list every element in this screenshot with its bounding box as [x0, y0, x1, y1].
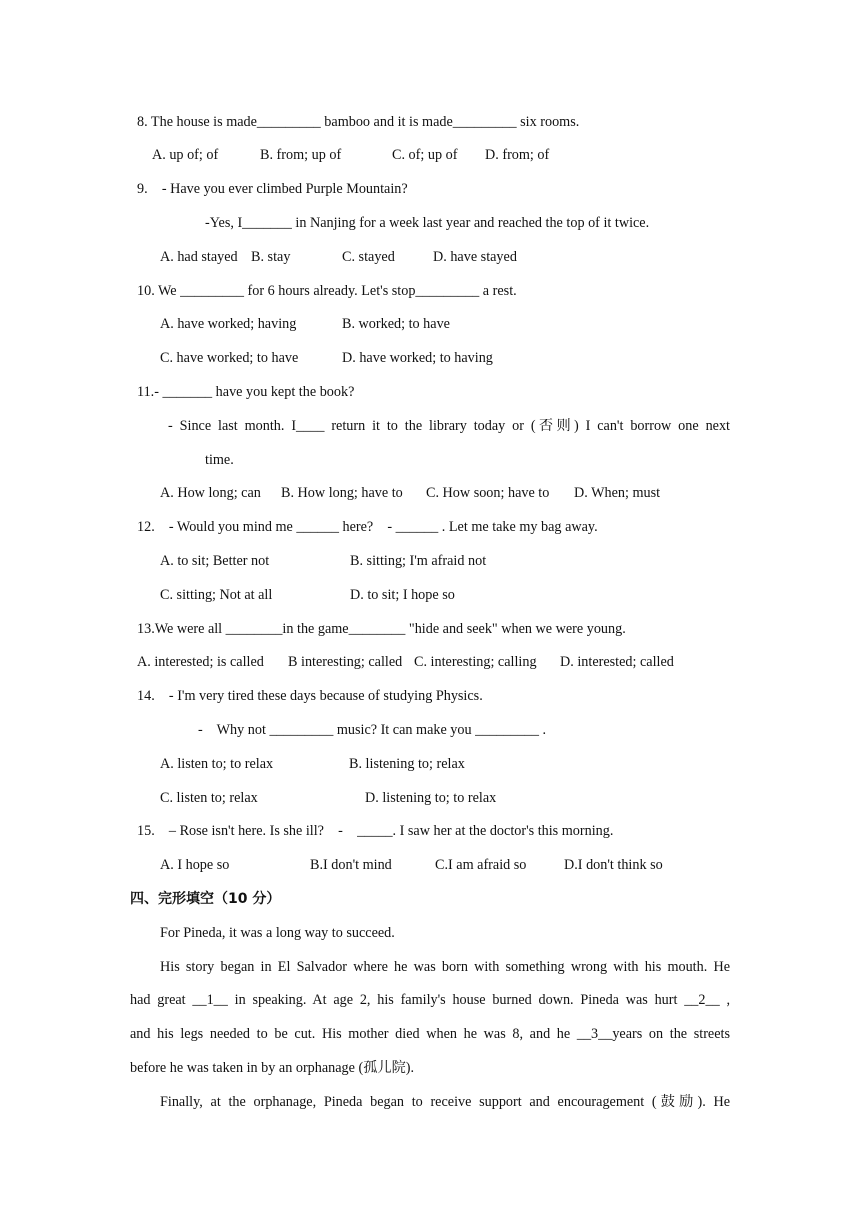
q9-option-c: C. stayed — [342, 249, 395, 265]
q9-options — [160, 247, 760, 267]
q14-options-row2 — [160, 788, 760, 808]
q14-option-c: C. listen to; relax — [160, 790, 258, 806]
passage-paragraph-3-line-1: Finally, at the orphanage, Pineda began to receive support and encouragement (鼓励). He — [160, 1094, 730, 1110]
q14-option-d: D. listening to; to relax — [365, 790, 497, 806]
q14-stem: 14. - I'm very tired these days because of studying Physics. — [137, 688, 483, 704]
passage-paragraph-2-line-2: had great __1__ in speaking. At age 2, his family's house burned down. Pineda was hurt __2__ , — [130, 992, 730, 1008]
q12-option-d: D. to sit; I hope so — [350, 587, 455, 603]
q10-options-row1 — [160, 314, 760, 334]
passage-paragraph-1: For Pineda, it was a long way to succeed. — [160, 925, 395, 941]
q14-reply: - Why not _________ music? It can make you _________ . — [198, 722, 547, 738]
q11-option-b: B. How long; have to — [281, 485, 403, 501]
q10-options-row2 — [160, 348, 760, 368]
q10-stem: 10. We _________ for 6 hours already. Let's stop_________ a rest. — [137, 283, 517, 299]
q11-option-d: D. When; must — [574, 485, 661, 501]
q15-option-c: C.I am afraid so — [435, 857, 527, 873]
q15-options — [160, 855, 760, 875]
q10-option-c: C. have worked; to have — [160, 350, 299, 366]
q15-stem: 15. – Rose isn't here. Is she ill? - _____. I saw her at the doctor's this morning. — [137, 823, 614, 839]
q8-option-b: B. from; up of — [260, 147, 342, 163]
q12-options-row2 — [160, 585, 760, 605]
q8-option-d: D. from; of — [485, 147, 550, 163]
q13-option-d: D. interested; called — [560, 654, 674, 670]
q8-options — [152, 145, 752, 165]
q12-stem: 12. - Would you mind me ______ here? - ______ . Let me take my bag away. — [137, 519, 598, 535]
q11-reply: - Since last month. I____ return it to the library today or (否则) I can't borrow one next — [168, 418, 730, 434]
q12-option-a: A. to sit; Better not — [160, 553, 270, 569]
q9-reply: -Yes, I_______ in Nanjing for a week last year and reached the top of it twice. — [205, 215, 650, 231]
q14-option-b: B. listening to; relax — [349, 756, 465, 772]
q14-options-row1 — [160, 754, 760, 774]
q9-option-b: B. stay — [251, 249, 291, 265]
q9-option-a: A. had stayed — [160, 249, 238, 265]
q8-stem: 8. The house is made_________ bamboo and it is made_________ six rooms. — [137, 114, 580, 130]
q9-option-d: D. have stayed — [433, 249, 517, 265]
q12-option-c: C. sitting; Not at all — [160, 587, 273, 603]
q12-option-b: B. sitting; I'm afraid not — [350, 553, 487, 569]
q10-option-b: B. worked; to have — [342, 316, 450, 332]
q10-option-a: A. have worked; having — [160, 316, 297, 332]
q13-option-c: C. interesting; calling — [414, 654, 537, 670]
q11-option-a: A. How long; can — [160, 485, 261, 501]
q13-option-a: A. interested; is called — [137, 654, 264, 670]
q10-option-d: D. have worked; to having — [342, 350, 493, 366]
q11-option-c: C. How soon; have to — [426, 485, 550, 501]
q12-options-row1 — [160, 551, 760, 571]
q9-stem: 9. - Have you ever climbed Purple Mountain? — [137, 181, 408, 197]
q15-option-b: B.I don't mind — [310, 857, 392, 873]
section-heading: 四、完形填空（10 分） — [130, 891, 281, 907]
q13-options — [137, 652, 757, 672]
q8-option-a: A. up of; of — [152, 147, 219, 163]
q8-option-c: C. of; up of — [392, 147, 458, 163]
q13-option-b: B interesting; called — [288, 654, 403, 670]
q14-option-a: A. listen to; to relax — [160, 756, 274, 772]
q11-reply-cont: time. — [205, 452, 234, 468]
q13-stem: 13.We were all ________in the game________ "hide and seek" when we were young. — [137, 621, 626, 637]
q15-option-d: D.I don't think so — [564, 857, 663, 873]
q11-stem: 11.- _______ have you kept the book? — [137, 384, 355, 400]
passage-paragraph-2-line-4: before he was taken in by an orphanage (孤儿院). — [130, 1060, 415, 1076]
passage-paragraph-2-line-3: and his legs needed to be cut. His mother died when he was 8, and he __3__years on the streets — [130, 1026, 730, 1042]
passage-paragraph-2-line-1: His story began in El Salvador where he was born with something wrong with his mouth. He — [160, 959, 730, 975]
q15-option-a: A. I hope so — [160, 857, 230, 873]
q11-options — [160, 483, 760, 503]
